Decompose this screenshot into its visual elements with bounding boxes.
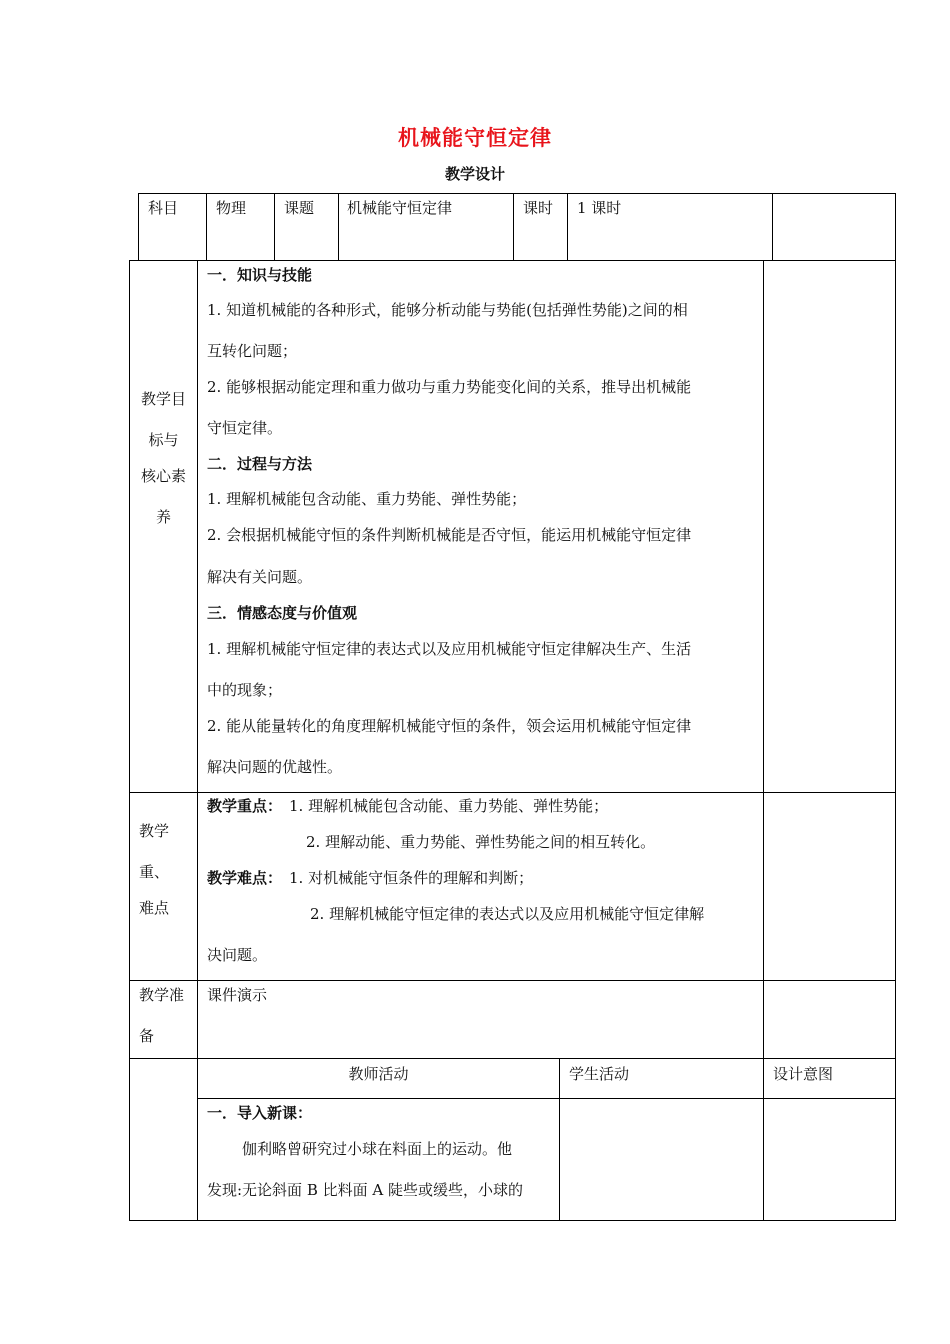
- key-points-label-line-1: 教学: [139, 822, 170, 840]
- objectives-label-line-3: 核心素: [140, 467, 186, 485]
- page-title: 机械能守恒定律: [398, 126, 552, 150]
- objectives-label-line-1: 教学目: [140, 390, 186, 408]
- preparation-label-line-2: 备: [139, 1027, 155, 1045]
- objective-text: 2. 会根据机械能守恒的条件判断机械能是否守恒，能运用机械能守恒定律: [207, 526, 692, 544]
- objectives-blank-cell: [763, 260, 896, 793]
- cell-header-blank: [772, 193, 896, 261]
- difficulty-item-2-cont: 决问题。: [207, 946, 268, 964]
- preparation-content-cell: [197, 980, 764, 1059]
- key-points-label-line-2: 重、: [139, 863, 170, 881]
- objective-text: 中的现象；: [207, 681, 283, 699]
- student-content-cell: [559, 1098, 764, 1221]
- preparation-blank-cell: [763, 980, 896, 1059]
- activities-label-cell: [129, 1058, 198, 1221]
- difficulty-label: 教学难点：: [207, 869, 283, 887]
- objective-text: 守恒定律。: [207, 419, 283, 437]
- section-heading: 二．过程与方法: [207, 455, 313, 473]
- objective-text: 1. 理解机械能守恒定律的表达式以及应用机械能守恒定律解决生产、生活: [207, 640, 692, 658]
- objective-text: 解决有关问题。: [207, 568, 313, 586]
- difficulty-item-1: 1. 对机械能守恒条件的理解和判断；: [289, 869, 534, 887]
- intro-heading: 一．导入新课：: [207, 1104, 313, 1122]
- objective-text: 1. 知道机械能的各种形式，能够分析动能与势能(包括弹性势能)之间的相: [207, 301, 688, 319]
- difficulty-item-2: 2. 理解机械能守恒定律的表达式以及应用机械能守恒定律解: [310, 905, 705, 923]
- objective-text: 互转化问题；: [207, 342, 298, 360]
- intro-text: 发现:无论斜面 B 比料面 A 陡些或缓些，小球的: [207, 1181, 523, 1199]
- intro-text: 伽利略曾研究过小球在料面上的运动。他: [242, 1140, 513, 1158]
- section-heading: 三．情感态度与价值观: [207, 604, 358, 622]
- key-points-label-line-3: 难点: [139, 899, 170, 917]
- topic-value: 机械能守恒定律: [347, 199, 453, 217]
- preparation-value: 课件演示: [207, 986, 268, 1004]
- section-heading: 一．知识与技能: [207, 266, 313, 284]
- focus-item-1: 1. 理解机械能包含动能、重力势能、弹性势能；: [289, 797, 609, 815]
- key-points-blank-cell: [763, 792, 896, 981]
- objective-text: 2. 能够根据动能定理和重力做功与重力势能变化间的关系，推导出机械能: [207, 378, 692, 396]
- intent-content-cell: [763, 1098, 896, 1221]
- hours-value: 1 课时: [577, 199, 622, 217]
- focus-label: 教学重点：: [207, 797, 283, 815]
- objective-text: 1. 理解机械能包含动能、重力势能、弹性势能；: [207, 490, 527, 508]
- objective-text: 解决问题的优越性。: [207, 758, 343, 776]
- objectives-label-line-2: 标与: [148, 431, 179, 449]
- preparation-label-line-1: 教学准: [139, 986, 185, 1004]
- teacher-activity-header: 教师活动: [348, 1065, 409, 1083]
- topic-label: 课题: [284, 199, 315, 217]
- focus-item-2: 2. 理解动能、重力势能、弹性势能之间的相互转化。: [306, 833, 656, 851]
- hours-label: 课时: [523, 199, 554, 217]
- objective-text: 2. 能从能量转化的角度理解机械能守恒的条件，领会运用机械能守恒定律: [207, 717, 692, 735]
- subject-label: 科目: [148, 199, 179, 217]
- design-intent-header: 设计意图: [773, 1065, 834, 1083]
- page-subtitle: 教学设计: [444, 165, 505, 183]
- objectives-label-line-4: 养: [155, 508, 171, 526]
- student-activity-header: 学生活动: [569, 1065, 630, 1083]
- subject-value: 物理: [216, 199, 247, 217]
